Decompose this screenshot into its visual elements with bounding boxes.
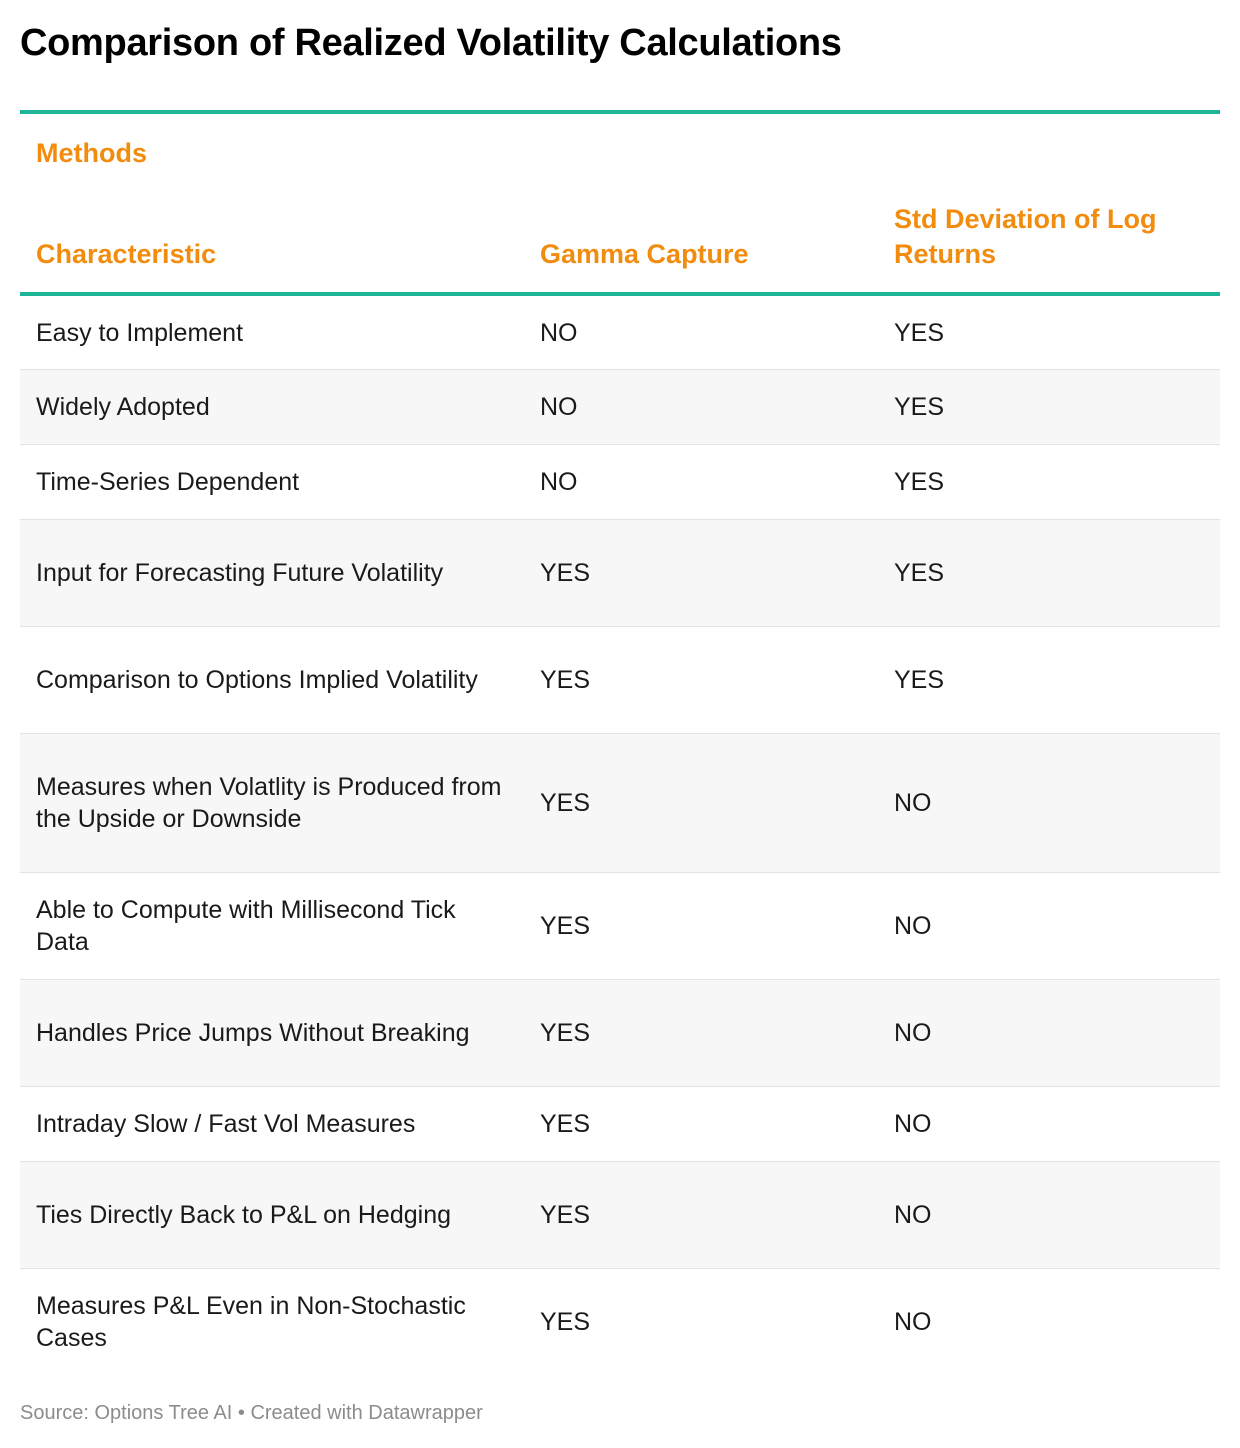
table-row [20, 296, 1220, 370]
table-row [20, 370, 1220, 445]
cell-characteristic: Input for Forecasting Future Volatility [36, 559, 444, 587]
cell-characteristic: Intraday Slow / Fast Vol Measures [36, 1110, 416, 1138]
cell-std-deviation: NO [894, 1110, 932, 1138]
group-header-methods: Methods [36, 138, 147, 168]
table-row [20, 627, 1220, 734]
comparison-table [20, 110, 1220, 1375]
table-row [20, 980, 1220, 1087]
cell-characteristic: Time-Series Dependent [36, 468, 300, 496]
cell-characteristic: Measures when Volatlity is Produced from the Upside or Downside [36, 773, 502, 833]
cell-gamma-capture: YES [540, 789, 591, 817]
cell-gamma-capture: YES [540, 559, 591, 587]
cell-std-deviation: NO [894, 789, 932, 817]
column-header-characteristic[interactable]: Characteristic [36, 239, 217, 269]
cell-gamma-capture: YES [540, 666, 591, 694]
column-header-row [20, 186, 1220, 292]
cell-std-deviation: NO [894, 1201, 932, 1229]
column-header-gamma-capture[interactable]: Gamma Capture [540, 239, 749, 269]
table-row [20, 1269, 1220, 1375]
table-row [20, 734, 1220, 873]
table-body [20, 296, 1220, 1375]
cell-characteristic: Widely Adopted [36, 393, 210, 421]
page-title: Comparison of Realized Volatility Calculations [20, 22, 842, 64]
column-header-std-deviation[interactable]: Std Deviation of Log Returns [894, 204, 1157, 269]
cell-gamma-capture: NO [540, 468, 578, 496]
table-row [20, 1087, 1220, 1162]
cell-std-deviation: NO [894, 1019, 932, 1047]
cell-characteristic: Able to Compute with Millisecond Tick Data [36, 896, 456, 956]
cell-std-deviation: YES [894, 393, 945, 421]
cell-gamma-capture: NO [540, 318, 578, 347]
cell-std-deviation: YES [894, 559, 945, 587]
cell-gamma-capture: NO [540, 393, 578, 421]
cell-characteristic: Comparison to Options Implied Volatility [36, 666, 478, 694]
cell-std-deviation: YES [894, 666, 945, 694]
table-row [20, 1162, 1220, 1269]
cell-std-deviation: YES [894, 468, 945, 496]
group-header-row [20, 114, 1220, 186]
table-row [20, 445, 1220, 520]
cell-std-deviation: NO [894, 1308, 932, 1336]
cell-characteristic: Ties Directly Back to P&L on Hedging [36, 1201, 452, 1229]
cell-std-deviation: NO [894, 912, 932, 940]
source-footer: Source: Options Tree AI • Created with Datawrapper [20, 1402, 483, 1424]
cell-std-deviation: YES [894, 318, 945, 347]
cell-gamma-capture: YES [540, 1308, 591, 1336]
table-row [20, 520, 1220, 627]
cell-gamma-capture: YES [540, 1201, 591, 1229]
cell-characteristic: Measures P&L Even in Non-Stochastic Cases [36, 1292, 466, 1352]
cell-gamma-capture: YES [540, 1019, 591, 1047]
cell-characteristic: Easy to Implement [36, 318, 244, 347]
cell-gamma-capture: YES [540, 912, 591, 940]
cell-characteristic: Handles Price Jumps Without Breaking [36, 1019, 470, 1047]
cell-gamma-capture: YES [540, 1110, 591, 1138]
table-row [20, 873, 1220, 980]
